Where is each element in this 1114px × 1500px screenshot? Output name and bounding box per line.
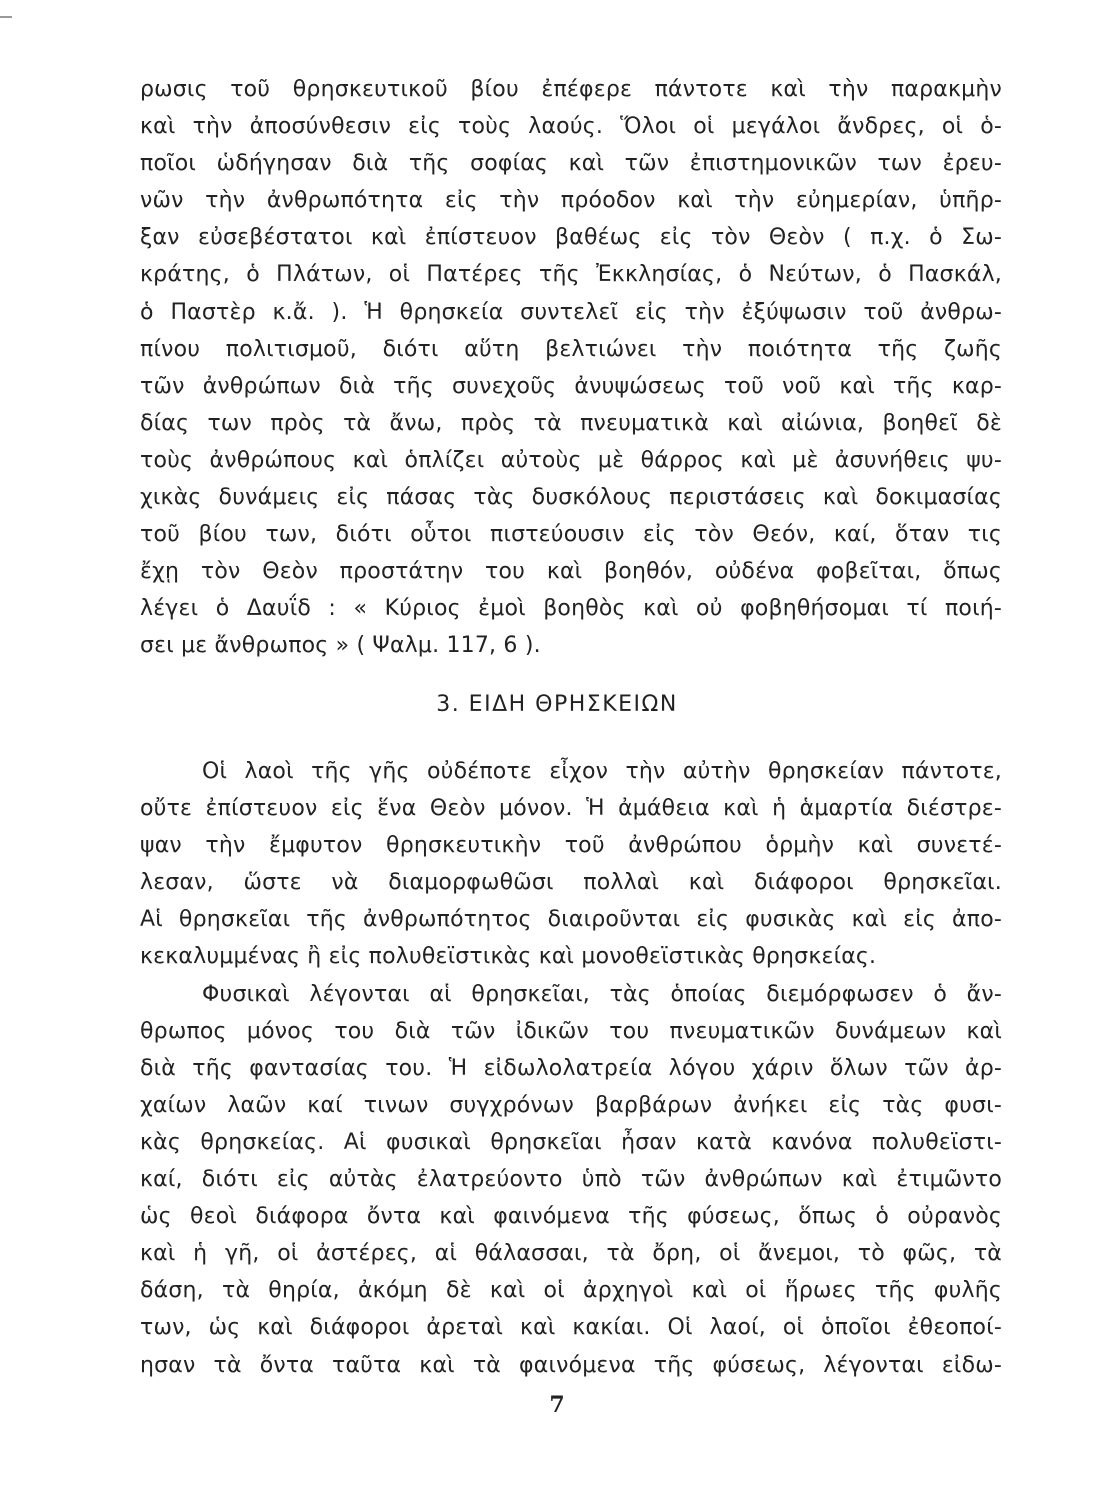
text-line: των, ὡς καὶ διάφοροι ἀρεταὶ καὶ κακίαι. Οἱ λαοί, οἱ ὁποῖοι ἐθεοποί-: [140, 1315, 1002, 1341]
paragraph-continued: [140, 71, 1002, 665]
text-line: ψαν τὴν ἔμφυτον θρησκευτικὴν τοῦ ἀνθρώπου ὁρμὴν καὶ συνετέ-: [140, 833, 1002, 859]
text-line: δάση, τὰ θηρία, ἀκόμη δὲ καὶ οἱ ἀρχηγοὶ καὶ οἱ ἥρωες τῆς φυλῆς: [140, 1278, 1002, 1304]
text-line: τοῦ βίου των, διότι οὗτοι πιστεύουσιν εἰς τὸν Θεόν, καί, ὅταν τις: [140, 522, 1002, 548]
text-line: δίας των πρὸς τὰ ἄνω, πρὸς τὰ πνευματικὰ καὶ αἰώνια, βοηθεῖ δὲ: [140, 410, 1002, 436]
text-line: Αἱ θρησκεῖαι τῆς ἀνθρωπότητος διαιροῦνται εἰς φυσικὰς καὶ εἰς ἀπο-: [140, 907, 1002, 933]
text-line: ἔχῃ τὸν Θεὸν προστάτην του καὶ βοηθόν, οὐδένα φοβεῖται, ὅπως: [140, 559, 1002, 585]
text-line: καὶ ἡ γῆ, οἱ ἀστέρες, αἱ θάλασσαι, τὰ ὄρη, οἱ ἄνεμοι, τὸ φῶς, τὰ: [140, 1241, 1002, 1267]
text-line: καί, διότι εἰς αὐτὰς ἐλατρεύοντο ὑπὸ τῶν ἀνθρώπων καὶ ἐτιμῶντο: [140, 1167, 1002, 1193]
text-line: διὰ τῆς φαντασίας του. Ἡ εἰδωλολατρεία λόγου χάριν ὅλων τῶν ἀρ-: [140, 1055, 1002, 1081]
text-line: κὰς θρησκείας. Αἱ φυσικαὶ θρησκεῖαι ἦσαν κατὰ κανόνα πολυθεϊστι-: [140, 1129, 1002, 1155]
section-body: [140, 753, 1002, 1384]
text-line: σει με ἄνθρωπος » ( Ψαλμ. 117, 6 ).: [140, 633, 541, 659]
text-line: καὶ τὴν ἀποσύνθεσιν εἰς τοὺς λαούς. Ὅλοι οἱ μεγάλοι ἄνδρες, οἱ ὁ-: [140, 114, 1002, 140]
text-line: οὔτε ἐπίστευον εἰς ἕνα Θεὸν μόνον. Ἡ ἀμάθεια καὶ ἡ ἁμαρτία διέστρε-: [140, 796, 1002, 822]
text-line: τῶν ἀνθρώπων διὰ τῆς συνεχοῦς ἀνυψώσεως τοῦ νοῦ καὶ τῆς καρ-: [140, 373, 1002, 399]
text-line: ρωσις τοῦ θρησκευτικοῦ βίου ἐπέφερε πάντοτε καὶ τὴν παρακμὴν: [140, 77, 1002, 102]
text-line: νῶν τὴν ἀνθρωπότητα εἰς τὴν πρόοδον καὶ τὴν εὐημερίαν, ὑπῆρ-: [140, 188, 1002, 214]
text-line: ὁ Παστὲρ κ.ἄ. ). Ἡ θρησκεία συντελεῖ εἰς τὴν ἐξύψωσιν τοῦ ἀνθρω-: [140, 299, 1002, 325]
section-heading: 3. ΕΙΔΗ ΘΡΗΣΚΕΙΩΝ: [436, 692, 678, 717]
text-line: ποῖοι ὡδήγησαν διὰ τῆς σοφίας καὶ τῶν ἐπιστημονικῶν των ἐρευ-: [140, 151, 1002, 177]
text-line: ησαν τὰ ὄντα ταῦτα καὶ τὰ φαινόμενα τῆς φύσεως, λέγονται εἰδω-: [140, 1352, 1002, 1378]
text-line: λεσαν, ὥστε νὰ διαμορφωθῶσι πολλαὶ καὶ διάφοροι θρησκεῖαι.: [140, 870, 1002, 896]
text-line: χικὰς δυνάμεις εἰς πάσας τὰς δυσκόλους περιστάσεις καὶ δοκιμασίας: [140, 485, 1002, 511]
text-line: κράτης, ὁ Πλάτων, οἱ Πατέρες τῆς Ἐκκλησίας, ὁ Νεύτων, ὁ Πασκάλ,: [140, 262, 1002, 288]
text-line: Οἱ λαοὶ τῆς γῆς οὐδέποτε εἶχον τὴν αὐτὴν θρησκείαν πάντοτε,: [202, 759, 1002, 784]
text-line: τοὺς ἀνθρώπους καὶ ὁπλίζει αὐτοὺς μὲ θάρρος καὶ μὲ ἀσυνήθεις ψυ-: [140, 447, 1002, 473]
text-line: λέγει ὁ Δαυΐδ : « Κύριος ἐμοὶ βοηθὸς καὶ οὐ φοβηθήσομαι τί ποιή-: [140, 596, 1002, 622]
text-line: ξαν εὐσεβέστατοι καὶ ἐπίστευον βαθέως εἰς τὸν Θεὸν ( π.χ. ὁ Σω-: [140, 225, 1002, 251]
text-line: θρωπος μόνος του διὰ τῶν ἰδικῶν του πνευματικῶν δυνάμεων καὶ: [140, 1018, 1002, 1044]
text-line: Φυσικαὶ λέγονται αἱ θρησκεῖαι, τὰς ὁποίας διεμόρφωσεν ὁ ἄν-: [202, 981, 1002, 1007]
scan-mark: [0, 16, 12, 18]
text-line: κεκαλυμμένας ἢ εἰς πολυθεϊστικὰς καὶ μονοθεϊστικὰς θρησκείας.: [140, 944, 877, 970]
text-line: χαίων λαῶν καί τινων συγχρόνων βαρβάρων ἀνήκει εἰς τὰς φυσι-: [140, 1092, 1002, 1118]
text-line: πίνου πολιτισμοῦ, διότι αὕτη βελτιώνει τὴν ποιότητα τῆς ζωῆς: [140, 336, 1002, 362]
text-line: ὡς θεοὶ διάφορα ὄντα καὶ φαινόμενα τῆς φύσεως, ὅπως ὁ οὐρανὸς: [140, 1204, 1002, 1230]
page-number: 7: [549, 1392, 565, 1418]
